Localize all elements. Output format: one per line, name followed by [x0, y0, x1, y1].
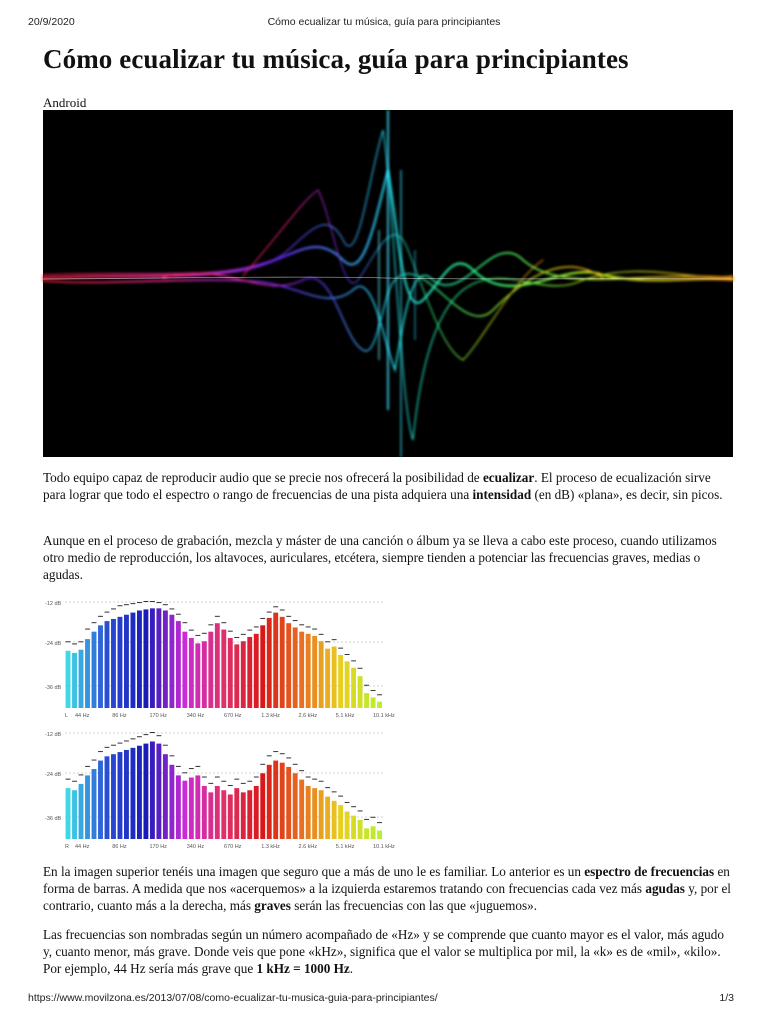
- spectrum-bar: [182, 781, 187, 839]
- spectrum-peak: [98, 751, 103, 752]
- spectrum-bar: [358, 676, 363, 708]
- frequency-label: 670 Hz: [224, 713, 242, 719]
- spectrum-bar: [85, 775, 90, 839]
- db-label: -24 dB: [45, 772, 62, 778]
- spectrum-peak: [176, 766, 181, 767]
- spectrum-bar: [254, 634, 259, 708]
- db-label: -36 dB: [45, 685, 62, 691]
- spectrum-bar: [299, 780, 304, 839]
- spectrum-bar: [66, 651, 71, 708]
- frequency-label: 5.1 kHz: [335, 844, 355, 850]
- spectrum-peak: [92, 760, 97, 761]
- text-run: Aunque en el proceso de grabación, mezcla y máster de una canción o álbum ya se lleva a cabo este proceso, cuando utilizamos otro medio de reproducción, los altavoces, auriculares, etcétera, siempre tienden a potenciar las frecuencias graves, medias o agudas.: [43, 533, 717, 582]
- spectrum-bar: [267, 765, 272, 839]
- spectrum-bar: [176, 775, 181, 839]
- spectrum-peak: [189, 768, 194, 769]
- spectrum-bar: [137, 610, 142, 708]
- bold-term: agudas: [645, 881, 685, 896]
- frequency-label: 1.3 kHz: [261, 713, 280, 719]
- spectrum-peak: [273, 751, 278, 752]
- spectrum-bar: [118, 752, 123, 839]
- spectrum-bar: [202, 786, 207, 839]
- frequency-label: L: [65, 713, 69, 719]
- spectrum-peak: [221, 781, 226, 782]
- spectrum-peak: [345, 802, 350, 803]
- spectrum-bar: [267, 618, 272, 708]
- spectrum-bar: [92, 632, 97, 708]
- bold-term: graves: [254, 898, 291, 913]
- print-url: https://www.movilzona.es/2013/07/08/como-ecualizar-tu-musica-guia-para-principiantes/: [28, 992, 438, 1004]
- spectrum-bar: [105, 621, 110, 708]
- spectrum-bar: [156, 608, 161, 708]
- spectrum-bar: [364, 828, 369, 839]
- spectrum-bar: [286, 767, 291, 839]
- spectrum-peak: [72, 781, 77, 782]
- spectrum-bar: [130, 613, 135, 708]
- spectrum-peak: [143, 601, 148, 602]
- spectrum-peak: [202, 777, 207, 778]
- spectrum-peak: [338, 648, 343, 649]
- category-label: Android: [43, 95, 87, 110]
- spectrum-peak: [364, 819, 369, 820]
- print-page-number: 1/3: [719, 992, 734, 1004]
- text-run: Las frecuencias son nombradas según un número acompañado de «Hz» y se comprende que cuanto mayor es el valor, más agudo y, cuanto menor, más grave. Donde veis que pone «kHz», significa que el valor se multiplica por mil, la «k» es de «mil», «kilo». Por ejemplo, 44 Hz sería más grave que: [43, 927, 724, 976]
- spectrum-peak: [234, 637, 239, 638]
- spectrum-bar: [312, 788, 317, 839]
- spectrum-peak: [332, 791, 337, 792]
- spectrum-bar: [247, 637, 252, 708]
- spectrum-bar: [92, 769, 97, 839]
- spectrum-bar: [280, 763, 285, 839]
- spectrum-peak: [92, 622, 97, 623]
- spectrum-bar: [176, 621, 181, 708]
- spectrum-bar: [208, 792, 213, 839]
- spectrum-bar: [195, 643, 200, 708]
- spectrum-bar: [169, 765, 174, 839]
- spectrum-bar: [189, 638, 194, 708]
- spectrum-bar: [345, 811, 350, 839]
- spectrum-peak: [130, 738, 135, 739]
- spectrum-bar: [208, 632, 213, 708]
- spectrum-peak: [215, 616, 220, 617]
- spectrum-bar: [98, 761, 103, 839]
- spectrum-peak: [312, 629, 317, 630]
- spectrum-bar: [79, 784, 84, 839]
- db-label: -12 dB: [45, 601, 62, 607]
- frequency-label: 2.6 kHz: [298, 713, 318, 719]
- spectrum-bar: [234, 788, 239, 839]
- spectrum-bar: [241, 641, 246, 708]
- spectrum-bar: [124, 750, 129, 839]
- db-label: -36 dB: [45, 816, 62, 822]
- spectrum-bar: [98, 625, 103, 708]
- spectrum-bar: [143, 744, 148, 839]
- spectrum-peak: [66, 641, 71, 642]
- spectrum-bar: [319, 641, 324, 708]
- spectrum-bar: [247, 790, 252, 839]
- frequency-label: 86 Hz: [112, 713, 127, 719]
- frequency-label: 5.1 kHz: [335, 713, 355, 719]
- spectrum-bar: [286, 623, 291, 708]
- db-label: -12 dB: [45, 732, 62, 738]
- spectrum-bar: [273, 613, 278, 708]
- spectrum-peak: [286, 616, 291, 617]
- spectrum-peak: [267, 755, 272, 756]
- spectrum-peak: [286, 757, 291, 758]
- spectrum-bar: [189, 778, 194, 839]
- spectrum-bar: [130, 748, 135, 839]
- spectrum-peak: [358, 668, 363, 669]
- hero-image-sound-wave: [43, 110, 733, 457]
- spectrum-bar: [325, 649, 330, 708]
- spectrum-peak: [72, 643, 77, 644]
- print-date: 20/9/2020: [28, 16, 75, 28]
- spectrum-peak: [150, 601, 155, 602]
- spectrum-peak: [299, 770, 304, 771]
- spectrum-peak: [241, 783, 246, 784]
- spectrum-bar: [280, 617, 285, 708]
- spectrum-bar: [150, 608, 155, 708]
- spectrum-peak: [85, 629, 90, 630]
- frequency-label: 44 Hz: [75, 844, 90, 850]
- spectrum-peak: [273, 606, 278, 607]
- spectrum-bar: [111, 619, 116, 708]
- spectrum-bar: [221, 630, 226, 708]
- frequency-label: 170 Hz: [149, 713, 167, 719]
- spectrum-peak: [163, 745, 168, 746]
- spectrum-bar: [312, 636, 317, 708]
- spectrum-bar: [156, 744, 161, 839]
- spectrum-peak: [351, 806, 356, 807]
- spectrum-peak: [176, 614, 181, 615]
- spectrum-bar: [66, 788, 71, 839]
- text-run: y, por el contrario, cuanto más a la derecha, más: [43, 881, 731, 913]
- spectrum-bar: [273, 761, 278, 839]
- spectrum-bar: [202, 641, 207, 708]
- text-run: . El proceso de ecualización sirve para lograr que todo el espectro o rango de frecuencias de una pista adquiera una: [43, 470, 711, 502]
- spectrum-bar: [325, 797, 330, 839]
- spectrum-peak: [358, 810, 363, 811]
- spectrum-bar: [364, 693, 369, 708]
- spectrum-peak: [338, 796, 343, 797]
- spectrum-bar: [150, 741, 155, 839]
- spectrum-peak: [208, 624, 213, 625]
- spectrum-bar: [260, 773, 265, 839]
- spectrum-bar: [332, 801, 337, 839]
- spectrum-peak: [234, 779, 239, 780]
- spectrum-bar: [371, 826, 376, 839]
- spectrum-bar: [72, 653, 77, 708]
- spectrum-bar: [377, 831, 382, 839]
- spectrum-peak: [293, 620, 298, 621]
- text-run: .: [349, 961, 354, 976]
- spectrum-bar: [293, 773, 298, 839]
- bold-term: intensidad: [472, 487, 532, 502]
- spectrum-peak: [111, 745, 116, 746]
- spectrum-peak: [228, 631, 233, 632]
- spectrum-peak: [98, 616, 103, 617]
- frequency-label: 44 Hz: [75, 713, 90, 719]
- spectrum-peak: [377, 694, 382, 695]
- spectrum-peak: [202, 633, 207, 634]
- spectrum-peak: [137, 736, 142, 737]
- spectrum-bar: [79, 650, 84, 708]
- spectrum-peak: [79, 774, 84, 775]
- spectrum-bar: [371, 697, 376, 708]
- spectrum-peak: [221, 622, 226, 623]
- spectrum-peak: [306, 777, 311, 778]
- spectrum-peak: [247, 781, 252, 782]
- frequency-label: 2.6 kHz: [298, 844, 318, 850]
- spectrum-bar: [241, 792, 246, 839]
- spectrum-peak: [169, 755, 174, 756]
- paragraph-intro: [43, 469, 733, 503]
- spectrum-peak: [377, 822, 382, 823]
- spectrum-peak: [254, 777, 259, 778]
- spectrum-bar: [260, 625, 265, 708]
- spectrum-peak: [215, 777, 220, 778]
- spectrum-bar: [118, 617, 123, 708]
- spectrum-peak: [130, 603, 135, 604]
- spectrum-bar: [215, 786, 220, 839]
- spectrum-peak: [260, 618, 265, 619]
- spectrum-bar: [299, 632, 304, 708]
- text-run: en forma de barras. A medida que nos «acerquemos» a la izquierda estaremos tratando con frecuencias cada vez más: [43, 864, 730, 896]
- spectrum-peak: [371, 690, 376, 691]
- spectrum-bar: [85, 639, 90, 708]
- print-footer: [0, 992, 768, 1006]
- spectrum-bar: [319, 790, 324, 839]
- spectrum-bar: [306, 634, 311, 708]
- spectrum-peak: [118, 605, 123, 606]
- spectrum-bar: [72, 790, 77, 839]
- spectrum-peak: [280, 609, 285, 610]
- page-title: Cómo ecualizar tu música, guía para principiantes: [43, 44, 629, 74]
- spectrum-peak: [137, 602, 142, 603]
- spectrum-peak: [325, 641, 330, 642]
- spectrum-peak: [241, 634, 246, 635]
- spectrum-bar: [124, 615, 129, 708]
- spectrum-bar: [169, 615, 174, 708]
- spectrum-bar: [351, 668, 356, 708]
- spectrum-bar: [163, 610, 168, 708]
- spectrum-peak: [208, 783, 213, 784]
- spectrum-peak: [182, 772, 187, 773]
- spectrum-bar: [163, 754, 168, 839]
- spectrum-bar: [358, 820, 363, 839]
- spectrum-peak: [364, 685, 369, 686]
- frequency-label: 340 Hz: [186, 844, 205, 850]
- spectrum-peak: [105, 747, 110, 748]
- spectrum-peak: [105, 612, 110, 613]
- text-run: (en dB) «plana», es decir, sin picos.: [531, 487, 723, 502]
- paragraph-recording: [43, 532, 733, 583]
- spectrum-peak: [156, 735, 161, 736]
- spectrum-peak: [319, 781, 324, 782]
- spectrum-peak: [306, 626, 311, 627]
- spectrum-peak: [111, 608, 116, 609]
- frequency-label: 10.1 kHz: [373, 713, 395, 719]
- spectrum-bar: [215, 623, 220, 708]
- spectrum-peak: [189, 630, 194, 631]
- spectrum-bar: [293, 627, 298, 708]
- print-header: [0, 16, 768, 30]
- paragraph-frequencies: [43, 926, 733, 977]
- spectrum-peak: [325, 787, 330, 788]
- frequency-label: 10.1 kHz: [373, 844, 395, 850]
- spectrum-peak: [85, 766, 90, 767]
- spectrum-bar: [137, 746, 142, 839]
- spectrum-bar: [345, 661, 350, 708]
- text-run: En la imagen superior tenéis una imagen que seguro que a más de uno le es familiar. Lo anterior es un: [43, 864, 585, 879]
- spectrum-peak: [156, 602, 161, 603]
- spectrum-bar: [228, 794, 233, 839]
- spectrum-bar: [377, 702, 382, 708]
- spectrum-peak: [195, 635, 200, 636]
- spectrum-peak: [195, 766, 200, 767]
- spectrum-bar: [332, 647, 337, 708]
- spectrum-peak: [169, 608, 174, 609]
- spectrum-peak: [254, 626, 259, 627]
- frequency-label: 670 Hz: [224, 844, 242, 850]
- text-run: serán las frecuencias con las que «juguemos».: [290, 898, 537, 913]
- spectrum-bar: [105, 756, 110, 839]
- db-label: -24 dB: [45, 641, 62, 647]
- spectrum-peak: [163, 604, 168, 605]
- text-run: Todo equipo capaz de reproducir audio que se precie nos ofrecerá la posibilidad de: [43, 470, 483, 485]
- spectrum-bar: [306, 786, 311, 839]
- spectrum-bar: [338, 655, 343, 708]
- spectrum-peak: [345, 654, 350, 655]
- bold-term: 1 kHz = 1000 Hz: [256, 961, 350, 976]
- bold-term: ecualizar: [482, 470, 535, 485]
- spectrum-peak: [312, 779, 317, 780]
- spectrum-peak: [260, 764, 265, 765]
- spectrum-peak: [124, 604, 129, 605]
- spectrum-peak: [182, 622, 187, 623]
- paragraph-spectrum: [43, 863, 733, 914]
- spectrum-peak: [124, 740, 129, 741]
- frequency-label: 340 Hz: [186, 713, 205, 719]
- spectrum-bar: [221, 790, 226, 839]
- spectrum-peak: [66, 779, 71, 780]
- spectrum-peak: [267, 612, 272, 613]
- spectrum-bar: [182, 632, 187, 708]
- spectrum-bar: [338, 805, 343, 839]
- spectrum-bar: [254, 786, 259, 839]
- spectrum-bar: [234, 644, 239, 708]
- frequency-label: R: [65, 844, 69, 850]
- bold-term: espectro de frecuencias: [584, 864, 715, 879]
- print-header-title: Cómo ecualizar tu música, guía para principiantes: [267, 16, 501, 28]
- spectrum-bar: [195, 775, 200, 839]
- spectrum-bar: [111, 754, 116, 839]
- spectrum-peak: [299, 624, 304, 625]
- spectrum-peak: [280, 753, 285, 754]
- spectrum-peak: [143, 734, 148, 735]
- spectrum-bar: [228, 638, 233, 708]
- spectrum-peak: [351, 660, 356, 661]
- spectrum-peak: [293, 764, 298, 765]
- spectrum-peak: [118, 743, 123, 744]
- frequency-label: 1.3 kHz: [261, 844, 280, 850]
- spectrum-peak: [150, 732, 155, 733]
- spectrum-peak: [371, 817, 376, 818]
- spectrum-peak: [319, 634, 324, 635]
- frequency-label: 170 Hz: [149, 844, 167, 850]
- spectrum-peak: [247, 630, 252, 631]
- spectrum-bar: [143, 609, 148, 708]
- frequency-label: 86 Hz: [112, 844, 127, 850]
- spectrum-peak: [332, 639, 337, 640]
- spectrum-peak: [228, 785, 233, 786]
- spectrum-peak: [79, 641, 84, 642]
- spectrum-bar: [351, 816, 356, 839]
- frequency-spectrum-image: [43, 590, 395, 852]
